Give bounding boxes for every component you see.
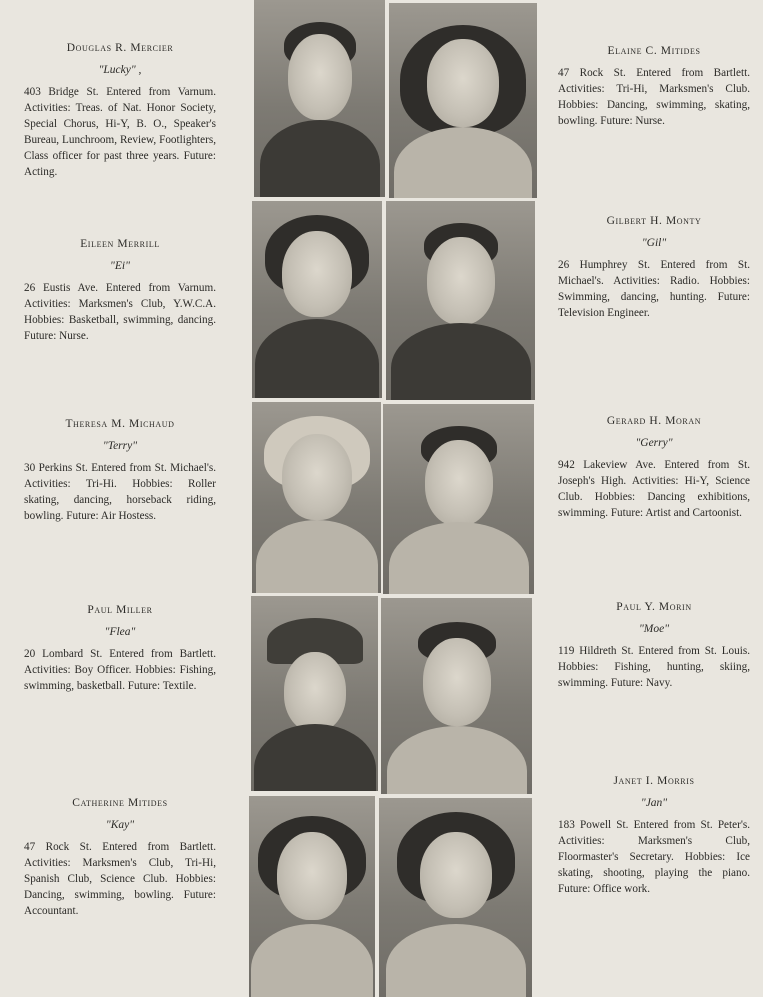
entry-catherine-mitides — [24, 795, 216, 919]
portrait-photo — [252, 402, 381, 593]
student-bio: 20 Lombard St. Entered from Bartlett. Activities: Boy Officer. Hobbies: Fishing, swimming, basketball. Future: Textile. — [24, 648, 216, 692]
student-name: Gerard H. Moran — [606, 415, 702, 427]
student-nickname: "Gerry" — [635, 437, 673, 449]
student-bio: 403 Bridge St. Entered from Varnum. Activities: Treas. of Nat. Honor Society, Special Chorus, Hi-Y, B. O., Speaker's Bureau, Lunchroom, Review, Footlighters, Class officer for past three years. Future: Acting. — [24, 86, 216, 178]
student-bio: 942 Lakeview Ave. Entered from St. Joseph's High. Activities: Hi-Y, Science Club. Hobbies: Dancing exhibitions, swimming. Future: Artist and Cartoonist. — [558, 459, 750, 519]
student-name: Gilbert H. Monty — [606, 215, 702, 227]
student-bio: 30 Perkins St. Entered from St. Michael's. Activities: Tri-Hi. Hobbies: Roller skating, dancing, horseback riding, bowling. Future: Air Hostess. — [24, 462, 216, 522]
student-nickname: "Lucky" , — [98, 64, 142, 76]
student-nickname: "Jan" — [640, 797, 668, 809]
student-name: Elaine C. Mitides — [607, 45, 701, 57]
student-nickname: "Kay" — [105, 819, 135, 831]
student-name: Theresa M. Michaud — [65, 418, 175, 430]
entry-eileen-merrill — [24, 236, 216, 344]
entry-theresa-michaud — [24, 416, 216, 524]
student-nickname: "Flea" — [104, 626, 136, 638]
student-bio: 47 Rock St. Entered from Bartlett. Activities: Marksmen's Club, Tri-Hi, Spanish Club, Science Club. Hobbies: Dancing, swimming, bowling. Future: Accountant. — [24, 841, 216, 917]
entry-gilbert-monty — [558, 213, 750, 321]
student-nickname: "Moe" — [638, 623, 670, 635]
portrait-photo — [252, 201, 382, 398]
portrait-photo — [383, 404, 534, 594]
student-name: Paul Y. Morin — [616, 601, 692, 613]
portrait-photo — [379, 798, 532, 997]
entry-gerard-moran — [558, 413, 750, 521]
portrait-photo — [251, 596, 378, 791]
student-nickname: "Ei" — [110, 260, 130, 272]
portrait-photo — [381, 598, 532, 794]
student-nickname: "Gil" — [641, 237, 667, 249]
student-name: Paul Miller — [87, 604, 153, 616]
entry-paul-miller — [24, 602, 216, 694]
entry-elaine-mitides — [558, 43, 750, 129]
portrait-photo — [254, 0, 385, 197]
portrait-photo — [389, 3, 537, 198]
portrait-photo — [386, 201, 535, 400]
entry-paul-morin — [558, 599, 750, 691]
student-bio: 119 Hildreth St. Entered from St. Louis. Hobbies: Fishing, hunting, skiing, swimming. Future: Navy. — [558, 645, 750, 689]
student-bio: 26 Humphrey St. Entered from St. Michael's. Activities: Radio. Hobbies: Swimming, dancing, hunting. Future: Television Engineer. — [558, 259, 750, 319]
student-name: Janet I. Morris — [613, 775, 695, 787]
portrait-photo — [249, 796, 375, 997]
student-bio: 47 Rock St. Entered from Bartlett. Activities: Tri-Hi, Marksmen's Club. Hobbies: Dancing, swimming, skating, bowling. Future: Nurse. — [558, 67, 750, 127]
entry-douglas-mercier — [24, 40, 216, 180]
student-name: Eileen Merrill — [80, 238, 160, 250]
student-name: Douglas R. Mercier — [66, 42, 174, 54]
student-nickname: "Terry" — [102, 440, 138, 452]
entry-janet-morris — [558, 773, 750, 897]
student-bio: 183 Powell St. Entered from St. Peter's. Activities: Marksmen's Club, Floormaster's Secretary. Hobbies: Ice skating, shooting, playing the piano. Future: Office work. — [558, 819, 750, 895]
student-name: Catherine Mitides — [72, 797, 168, 809]
student-bio: 26 Eustis Ave. Entered from Varnum. Activities: Marksmen's Club, Y.W.C.A. Hobbies: Basketball, swimming, dancing. Future: Nurse. — [24, 282, 216, 342]
